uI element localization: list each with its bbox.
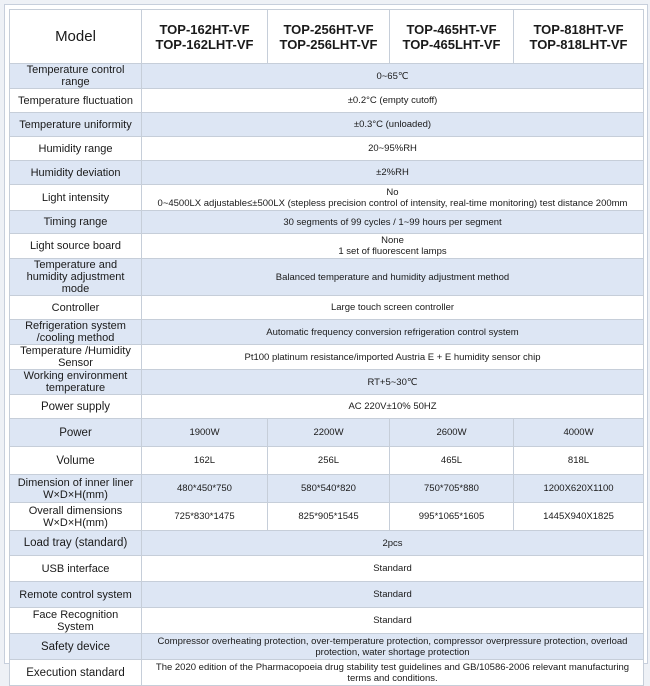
value-light-board-line1: None (381, 235, 404, 246)
model-1-line1: TOP-162HT-VF (159, 21, 250, 37)
label-volume: Volume (10, 447, 142, 475)
value-temp-range: 0~65℃ (142, 64, 644, 89)
row-exec (10, 660, 644, 686)
model-3-line2: TOP-465LHT-VF (402, 36, 501, 52)
value-volume-2: 256L (268, 447, 390, 475)
value-power-4: 4000W (514, 419, 644, 447)
row-overall (10, 503, 644, 531)
row-hum-range (10, 137, 644, 161)
label-adj-mode: Temperature and humidity adjustment mode (10, 259, 142, 296)
value-sensor: Pt100 platinum resistance/imported Austria E + E humidity sensor chip (142, 345, 644, 370)
value-timing: 30 segments of 99 cycles / 1~99 hours per segment (142, 211, 644, 234)
model-2-line1: TOP-256HT-VF (283, 21, 374, 37)
value-env-temp: RT+5~30℃ (142, 370, 644, 395)
value-controller: Large touch screen controller (142, 296, 644, 320)
spec-sheet-frame (4, 4, 648, 684)
model-4-line1: TOP-818HT-VF (533, 21, 624, 37)
value-power-3: 2600W (390, 419, 514, 447)
value-volume-4: 818L (514, 447, 644, 475)
value-overall-4: 1445X940X1825 (514, 503, 644, 531)
label-safety: Safety device (10, 634, 142, 660)
value-inner-1: 480*450*750 (142, 475, 268, 503)
value-exec: The 2020 edition of the Pharmacopoeia drug stability test guidelines and GB/10586-2006 relevant manufacturing terms and conditions. (142, 660, 644, 686)
value-inner-2: 580*540*820 (268, 475, 390, 503)
value-hum-range: 20~95%RH (142, 137, 644, 161)
row-tray (10, 531, 644, 556)
row-volume (10, 447, 644, 475)
value-light-board (142, 234, 644, 259)
row-face (10, 608, 644, 634)
label-controller: Controller (10, 296, 142, 320)
model-col-1 (142, 10, 268, 64)
value-volume-3: 465L (390, 447, 514, 475)
label-light: Light intensity (10, 185, 142, 211)
label-remote: Remote control system (10, 582, 142, 608)
spec-table (9, 9, 644, 686)
value-power-1: 1900W (142, 419, 268, 447)
model-header: Model (10, 10, 142, 64)
label-timing: Timing range (10, 211, 142, 234)
row-safety (10, 634, 644, 660)
row-hum-dev (10, 161, 644, 185)
label-temp-fluct: Temperature fluctuation (10, 89, 142, 113)
row-inner (10, 475, 644, 503)
row-supply (10, 395, 644, 419)
value-safety: Compressor overheating protection, over-temperature protection, compressor overpressure protection, overload protection, water shortage protection (142, 634, 644, 660)
row-controller (10, 296, 644, 320)
label-supply: Power supply (10, 395, 142, 419)
value-hum-dev: ±2%RH (142, 161, 644, 185)
label-temp-range: Temperature control range (10, 64, 142, 89)
label-sensor: Temperature /Humidity Sensor (10, 345, 142, 370)
row-temp-range (10, 64, 644, 89)
model-3-line1: TOP-465HT-VF (406, 21, 497, 37)
value-light-line1: No (386, 186, 399, 198)
header-row (10, 10, 644, 64)
row-remote (10, 582, 644, 608)
row-timing (10, 211, 644, 234)
model-col-3 (390, 10, 514, 64)
value-usb: Standard (142, 556, 644, 582)
row-temp-fluct (10, 89, 644, 113)
label-light-board: Light source board (10, 234, 142, 259)
row-refrig (10, 320, 644, 345)
value-temp-fluct: ±0.2°C (empty cutoff) (142, 89, 644, 113)
value-adj-mode: Balanced temperature and humidity adjustment method (142, 259, 644, 296)
value-inner-3: 750*705*880 (390, 475, 514, 503)
label-refrig: Refrigeration system /cooling method (10, 320, 142, 345)
row-env-temp (10, 370, 644, 395)
label-face: Face Recognition System (10, 608, 142, 634)
row-power (10, 419, 644, 447)
value-light-line2: 0~4500LX adjustable≤±500LX (stepless precision control of intensity, real-time monitoring) test distance 200mm (157, 197, 628, 209)
value-light (142, 185, 644, 211)
value-overall-2: 825*905*1545 (268, 503, 390, 531)
row-light-board (10, 234, 644, 259)
label-hum-range: Humidity range (10, 137, 142, 161)
label-hum-dev: Humidity deviation (10, 161, 142, 185)
row-usb (10, 556, 644, 582)
label-power: Power (10, 419, 142, 447)
label-inner: Dimension of inner liner W×D×H(mm) (10, 475, 142, 503)
model-1-line2: TOP-162LHT-VF (155, 36, 254, 52)
value-remote: Standard (142, 582, 644, 608)
row-adj-mode (10, 259, 644, 296)
value-temp-unif: ±0.3°C (unloaded) (142, 113, 644, 137)
model-col-4 (514, 10, 644, 64)
value-inner-4: 1200X620X1100 (514, 475, 644, 503)
value-face: Standard (142, 608, 644, 634)
value-tray: 2pcs (142, 531, 644, 556)
label-temp-unif: Temperature uniformity (10, 113, 142, 137)
label-exec: Execution standard (10, 660, 142, 686)
value-overall-1: 725*830*1475 (142, 503, 268, 531)
value-overall-3: 995*1065*1605 (390, 503, 514, 531)
model-4-line2: TOP-818LHT-VF (529, 36, 628, 52)
label-usb: USB interface (10, 556, 142, 582)
value-power-2: 2200W (268, 419, 390, 447)
row-light (10, 185, 644, 211)
label-overall: Overall dimensions W×D×H(mm) (10, 503, 142, 531)
label-env-temp: Working environment temperature (10, 370, 142, 395)
row-temp-unif (10, 113, 644, 137)
value-volume-1: 162L (142, 447, 268, 475)
model-2-line2: TOP-256LHT-VF (279, 36, 378, 52)
label-tray: Load tray (standard) (10, 531, 142, 556)
value-light-board-line2: 1 set of fluorescent lamps (338, 246, 447, 257)
model-col-2 (268, 10, 390, 64)
value-supply: AC 220V±10% 50HZ (142, 395, 644, 419)
row-sensor (10, 345, 644, 370)
value-refrig: Automatic frequency conversion refrigeration control system (142, 320, 644, 345)
